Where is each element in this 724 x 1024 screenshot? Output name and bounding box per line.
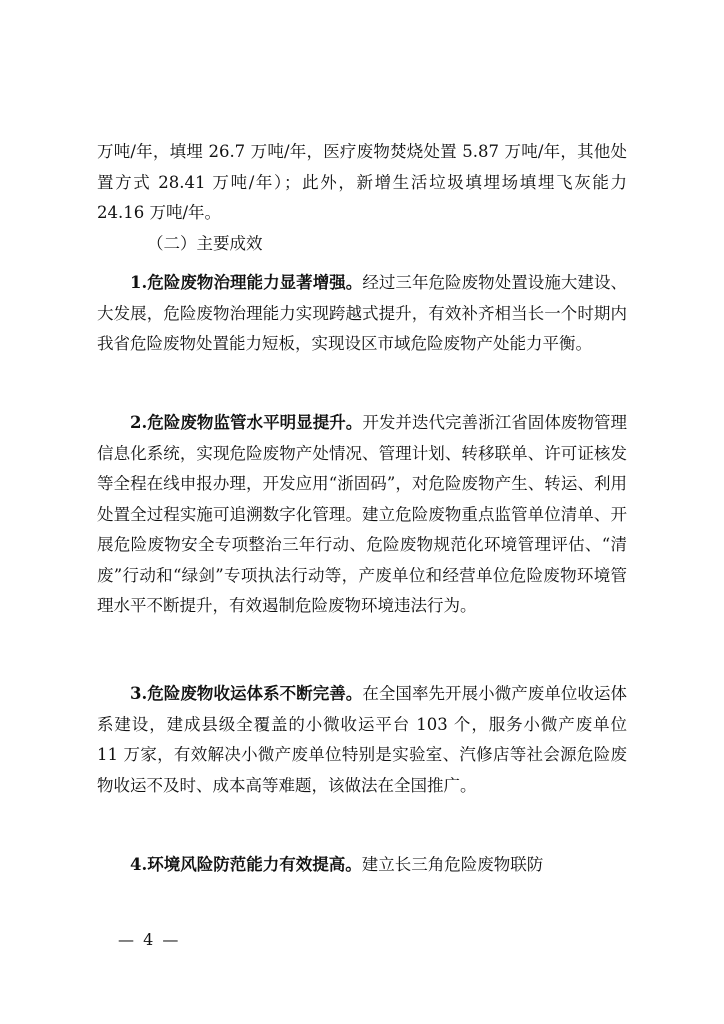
item-body-1: 经过三年危险废物处置设施大建设、大发展，危险废物治理能力实现跨越式提升，有效补齐相当长一个时期内我省危险废物处置能力短板，实现设区市域危险废物产处能力平衡。: [97, 273, 627, 353]
intro-paragraph: 万吨/年，填埋 26.7 万吨/年，医疗废物焚烧处置 5.87 万吨/年，其他处置方式 28.41 万吨/年）；此外，新增生活垃圾填埋场填埋飞灰能力 24.16 万吨/年。: [97, 142, 627, 222]
item-paragraph-4: [97, 850, 627, 881]
item-body-2: 开发并迭代完善浙江省固体废物管理信息化系统，实现危险废物产处情况、管理计划、转移联单、许可证核发等全程在线申报办理，开发应用“浙固码”，对危险废物产生、转运、利用处置全过程实施可追溯数字化管理。建立危险废物重点监管单位清单、开展危险废物安全专项整治三年行动、危险废物规范化环境管理评估、“清废”行动和“绿剑”专项执法行动等，产废单位和经营单位危险废物环境管理水平不断提升，有效遏制危险废物环境违法行为。: [97, 413, 627, 615]
item-title-3: 3.危险废物收运体系不断完善。: [130, 684, 363, 703]
item-paragraph-3: [97, 679, 627, 801]
item-title-4: 4.环境风险防范能力有效提高。: [130, 855, 362, 874]
item-paragraph-1: [97, 268, 627, 360]
item-body-4: 建立长三角危险废物联防: [361, 855, 544, 874]
item-title-1: 1.危险废物治理能力显著增强。: [130, 273, 363, 292]
page-number: — 4 —: [118, 930, 181, 949]
item-title-2: 2.危险废物监管水平明显提升。: [130, 413, 363, 432]
item-body-3: 在全国率先开展小微产废单位收运体系建设，建成县级全覆盖的小微收运平台 103 个，服务小微产废单位 11 万家，有效解决小微产废单位特别是实验室、汽修店等社会源危险废物收运不及时、成本高等难题，该做法在全国推广。: [97, 684, 627, 795]
section-heading: （二）主要成效: [147, 234, 263, 253]
item-paragraph-2: [97, 408, 627, 622]
